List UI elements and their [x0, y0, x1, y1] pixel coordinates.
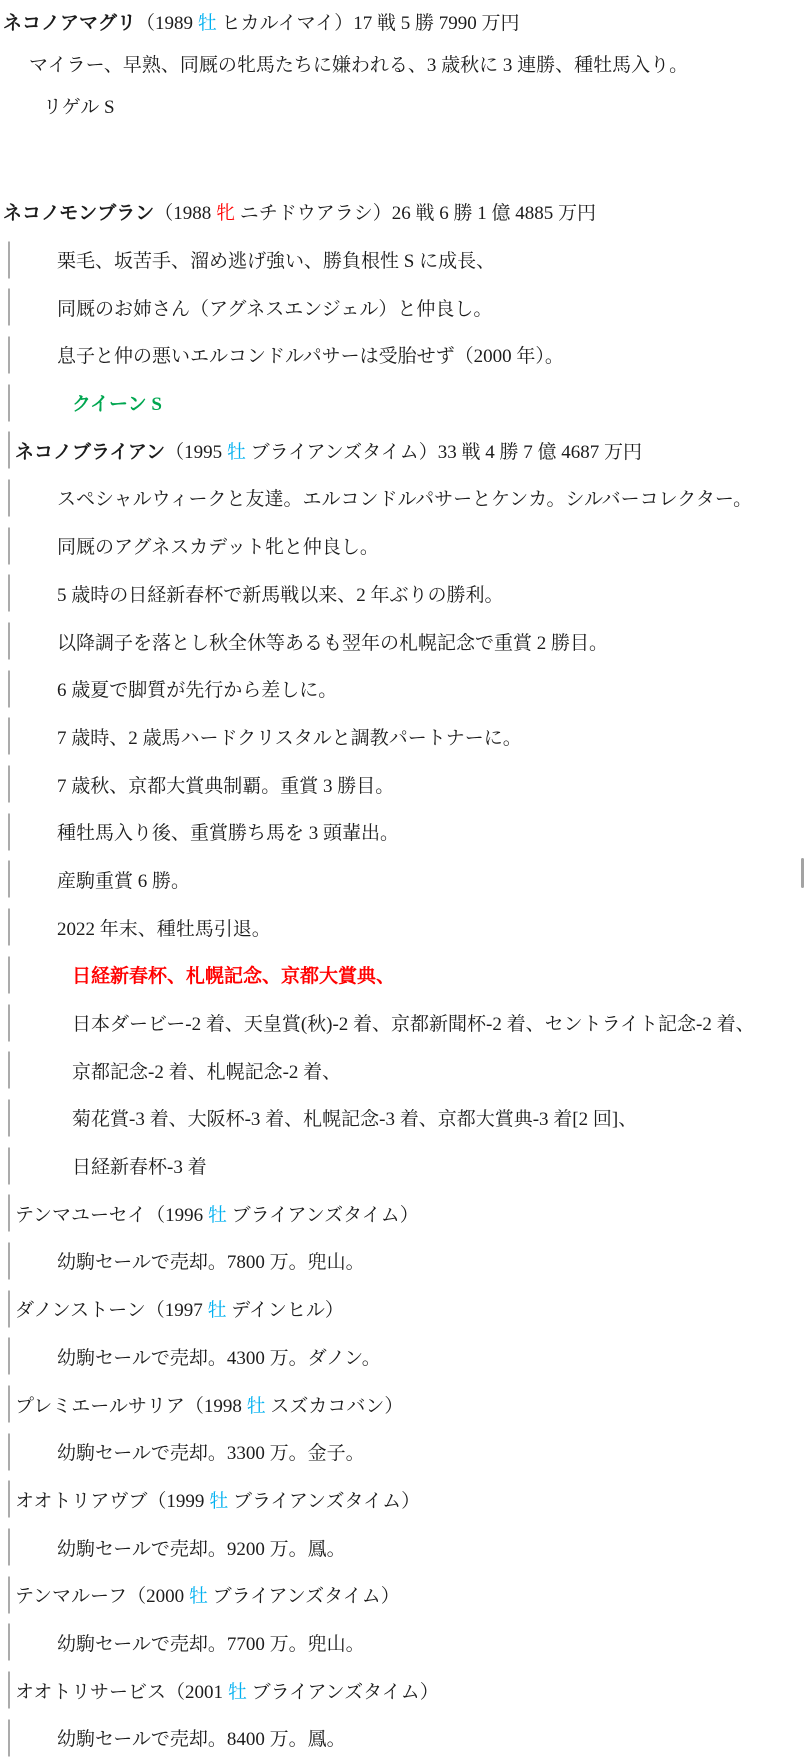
horse-entry-header: [0, 0, 804, 42]
text: スズカコバン）: [265, 1395, 404, 1417]
horse-entry-header: [0, 1189, 804, 1237]
stakes-line: [0, 1142, 804, 1190]
sex-badge: 牡: [226, 441, 246, 463]
sex-badge: 牡: [209, 1490, 229, 1512]
note-line: [0, 808, 804, 856]
tree-branch-bar: [8, 670, 10, 707]
sex-badge: 牡: [207, 1204, 227, 1226]
tree-branch-bar: [8, 766, 10, 803]
horse-entry-header: [0, 1476, 804, 1524]
text: 京都記念-2 着、札幌記念-2 着、: [72, 1061, 342, 1083]
horse-name: テンマユーセイ（1996: [15, 1204, 208, 1226]
section-nekonomonburan: [0, 188, 804, 1762]
text: 幼駒セールで売却。9200 万。鳳。: [57, 1538, 346, 1560]
text: 息子と仲の悪いエルコンドルパサーは受胎せず（2000 年）。: [57, 346, 564, 368]
note-line: [0, 617, 804, 665]
text: 日経新春杯-3 着: [72, 1157, 207, 1179]
tree-branch-bar: [8, 623, 10, 660]
note-line: [0, 570, 804, 618]
tree-branch-bar: [8, 1719, 10, 1756]
note-line: [0, 760, 804, 808]
tree-branch-bar: [8, 1576, 10, 1613]
tree-branch-bar: [8, 1338, 10, 1375]
horse-name: ネコノモンブラン: [3, 203, 155, 225]
text: 7 歳時、2 歳馬ハードクリスタルと調教パートナーに。: [57, 727, 522, 749]
stakes-name: リゲル S: [43, 96, 115, 118]
tree-branch-bar: [8, 241, 10, 278]
horse-entry-header: [0, 1285, 804, 1333]
text: 7 歳秋、京都大賞典制覇。重賞 3 勝目。: [57, 775, 395, 797]
tree-branch-bar: [8, 861, 10, 898]
text: 日本ダービー-2 着、天皇賞(秋)-2 着、京都新聞杯-2 着、セントライト記念-2 着、: [72, 1014, 755, 1036]
sex-badge: 牡: [188, 1586, 208, 1608]
horse-name: オオトリサービス（2001: [15, 1681, 228, 1703]
note-line: [0, 1428, 804, 1476]
tree-branch-bar: [8, 1052, 10, 1089]
section-gap: [0, 126, 804, 188]
horse-entry-header: [0, 1666, 804, 1714]
text: 幼駒セールで売却。3300 万。金子。: [57, 1443, 365, 1465]
tree-branch-bar: [8, 718, 10, 755]
text: 幼駒セールで売却。7700 万。兜山。: [57, 1633, 365, 1655]
text: 5 歳時の日経新春杯で新馬戦以来、2 年ぶりの勝利。: [57, 584, 504, 606]
stakes-line: [0, 951, 804, 999]
note-line: [0, 42, 804, 84]
tree-branch-bar: [8, 289, 10, 326]
tree-branch-bar: [8, 1481, 10, 1518]
tree-branch-bar: [8, 1433, 10, 1470]
note-line: [0, 474, 804, 522]
text: マイラー、早熟、同厩の牝馬たちに嫌われる、3 歳秋に 3 連勝、種牡馬入り。: [29, 54, 689, 76]
tree-branch-bar: [8, 909, 10, 946]
text: 菊花賞-3 着、大阪杯-3 着、札幌記念-3 着、京都大賞典-3 着[2 回]、: [72, 1109, 638, 1131]
horse-name: ネコノブライアン: [15, 441, 166, 463]
note-line: [0, 236, 804, 284]
tree-branch-bar: [8, 527, 10, 564]
text: ヒカルイマイ）17 戦 5 勝 7990 万円: [216, 12, 520, 34]
note-line: [0, 1523, 804, 1571]
text: （1995: [165, 441, 227, 463]
tree-branch-bar: [8, 1386, 10, 1423]
horse-name: ダノンストーン（1997: [15, 1300, 208, 1322]
stakes-name: 日経新春杯、札幌記念、京都大賞典、: [72, 966, 396, 988]
note-line: [0, 903, 804, 951]
stakes-name: クイーン S: [72, 394, 162, 416]
horse-name: オオトリアヴブ（1999: [15, 1490, 210, 1512]
horse-entry-header: [0, 1380, 804, 1428]
tree-branch-bar: [8, 336, 10, 373]
stakes-line: [0, 1094, 804, 1142]
text: （1989: [136, 12, 198, 34]
horse-entry-header: [0, 426, 804, 474]
tree-branch-bar: [8, 1099, 10, 1136]
tree-branch-bar: [8, 479, 10, 516]
text: 2022 年末、種牡馬引退。: [57, 918, 271, 940]
stakes-line: [0, 999, 804, 1047]
horse-entry-header: [0, 1571, 804, 1619]
tree-branch-bar: [8, 575, 10, 612]
text: ニチドウアラシ）26 戦 6 勝 1 億 4885 万円: [235, 203, 597, 225]
tree-branch-bar: [8, 1004, 10, 1041]
note-line: [0, 331, 804, 379]
note-line: [0, 1333, 804, 1381]
text: デインヒル）: [226, 1300, 344, 1322]
tree-branch-bar: [8, 1290, 10, 1327]
text: 幼駒セールで売却。8400 万。鳳。: [57, 1729, 346, 1751]
horse-name: プレミエールサリア（1998: [15, 1395, 247, 1417]
sex-badge: 牝: [216, 203, 236, 225]
sex-badge: 牡: [246, 1395, 266, 1417]
text: 幼駒セールで売却。7800 万。兜山。: [57, 1252, 365, 1274]
horse-name: ネコノアマグリ: [3, 12, 137, 34]
text: ブライアンズタイム）33 戦 4 勝 7 億 4687 万円: [245, 441, 643, 463]
text: ブライアンズタイム）: [226, 1204, 419, 1226]
sex-badge: 牡: [197, 12, 217, 34]
text: （1988: [154, 203, 217, 225]
stakes-line: [0, 379, 804, 427]
tree-branch-bar: [8, 384, 10, 421]
section-nekonoamaguri: [0, 0, 804, 126]
sex-badge: 牡: [207, 1300, 227, 1322]
tree-branch-bar: [8, 956, 10, 993]
tree-branch-bar: [8, 1529, 10, 1566]
tree-branch-bar: [8, 432, 10, 469]
tree-branch-bar: [8, 1147, 10, 1184]
text: ブライアンズタイム）: [246, 1681, 439, 1703]
note-line: [0, 1237, 804, 1285]
text: ブライアンズタイム）: [228, 1490, 421, 1512]
sex-badge: 牡: [227, 1681, 247, 1703]
text: 同厩のお姉さん（アグネスエンジェル）と仲良し。: [57, 298, 493, 320]
horse-name: テンマルーフ（2000: [15, 1586, 189, 1608]
tree-branch-bar: [8, 1672, 10, 1709]
note-line: [0, 1619, 804, 1667]
text: 産駒重賞 6 勝。: [57, 870, 191, 892]
note-line: [0, 665, 804, 713]
text: 幼駒セールで売却。4300 万。ダノン。: [57, 1347, 381, 1369]
note-line: [0, 713, 804, 761]
tree-branch-bar: [8, 1242, 10, 1279]
tree-branch-bar: [8, 1195, 10, 1232]
text: スペシャルウィークと友達。エルコンドルパサーとケンカ。シルバーコレクター。: [57, 489, 753, 511]
note-line: [0, 283, 804, 331]
text: 同厩のアグネスカデット牝と仲良し。: [57, 537, 379, 559]
text: 栗毛、坂苦手、溜め逃げ強い、勝負根性 S に成長、: [57, 251, 496, 273]
stakes-line: [0, 84, 804, 126]
tree-branch-bar: [8, 813, 10, 850]
note-line: [0, 856, 804, 904]
text: 6 歳夏で脚質が先行から差しに。: [57, 680, 338, 702]
horse-entry-header: [0, 188, 804, 236]
note-line: [0, 1714, 804, 1762]
stakes-line: [0, 1046, 804, 1094]
note-line: [0, 522, 804, 570]
text: 以降調子を落とし秋全休等あるも翌年の札幌記念で重賞 2 勝目。: [57, 632, 609, 654]
text: ブライアンズタイム）: [207, 1586, 400, 1608]
text: 種牡馬入り後、重賞勝ち馬を 3 頭輩出。: [57, 823, 400, 845]
tree-branch-bar: [8, 1624, 10, 1661]
